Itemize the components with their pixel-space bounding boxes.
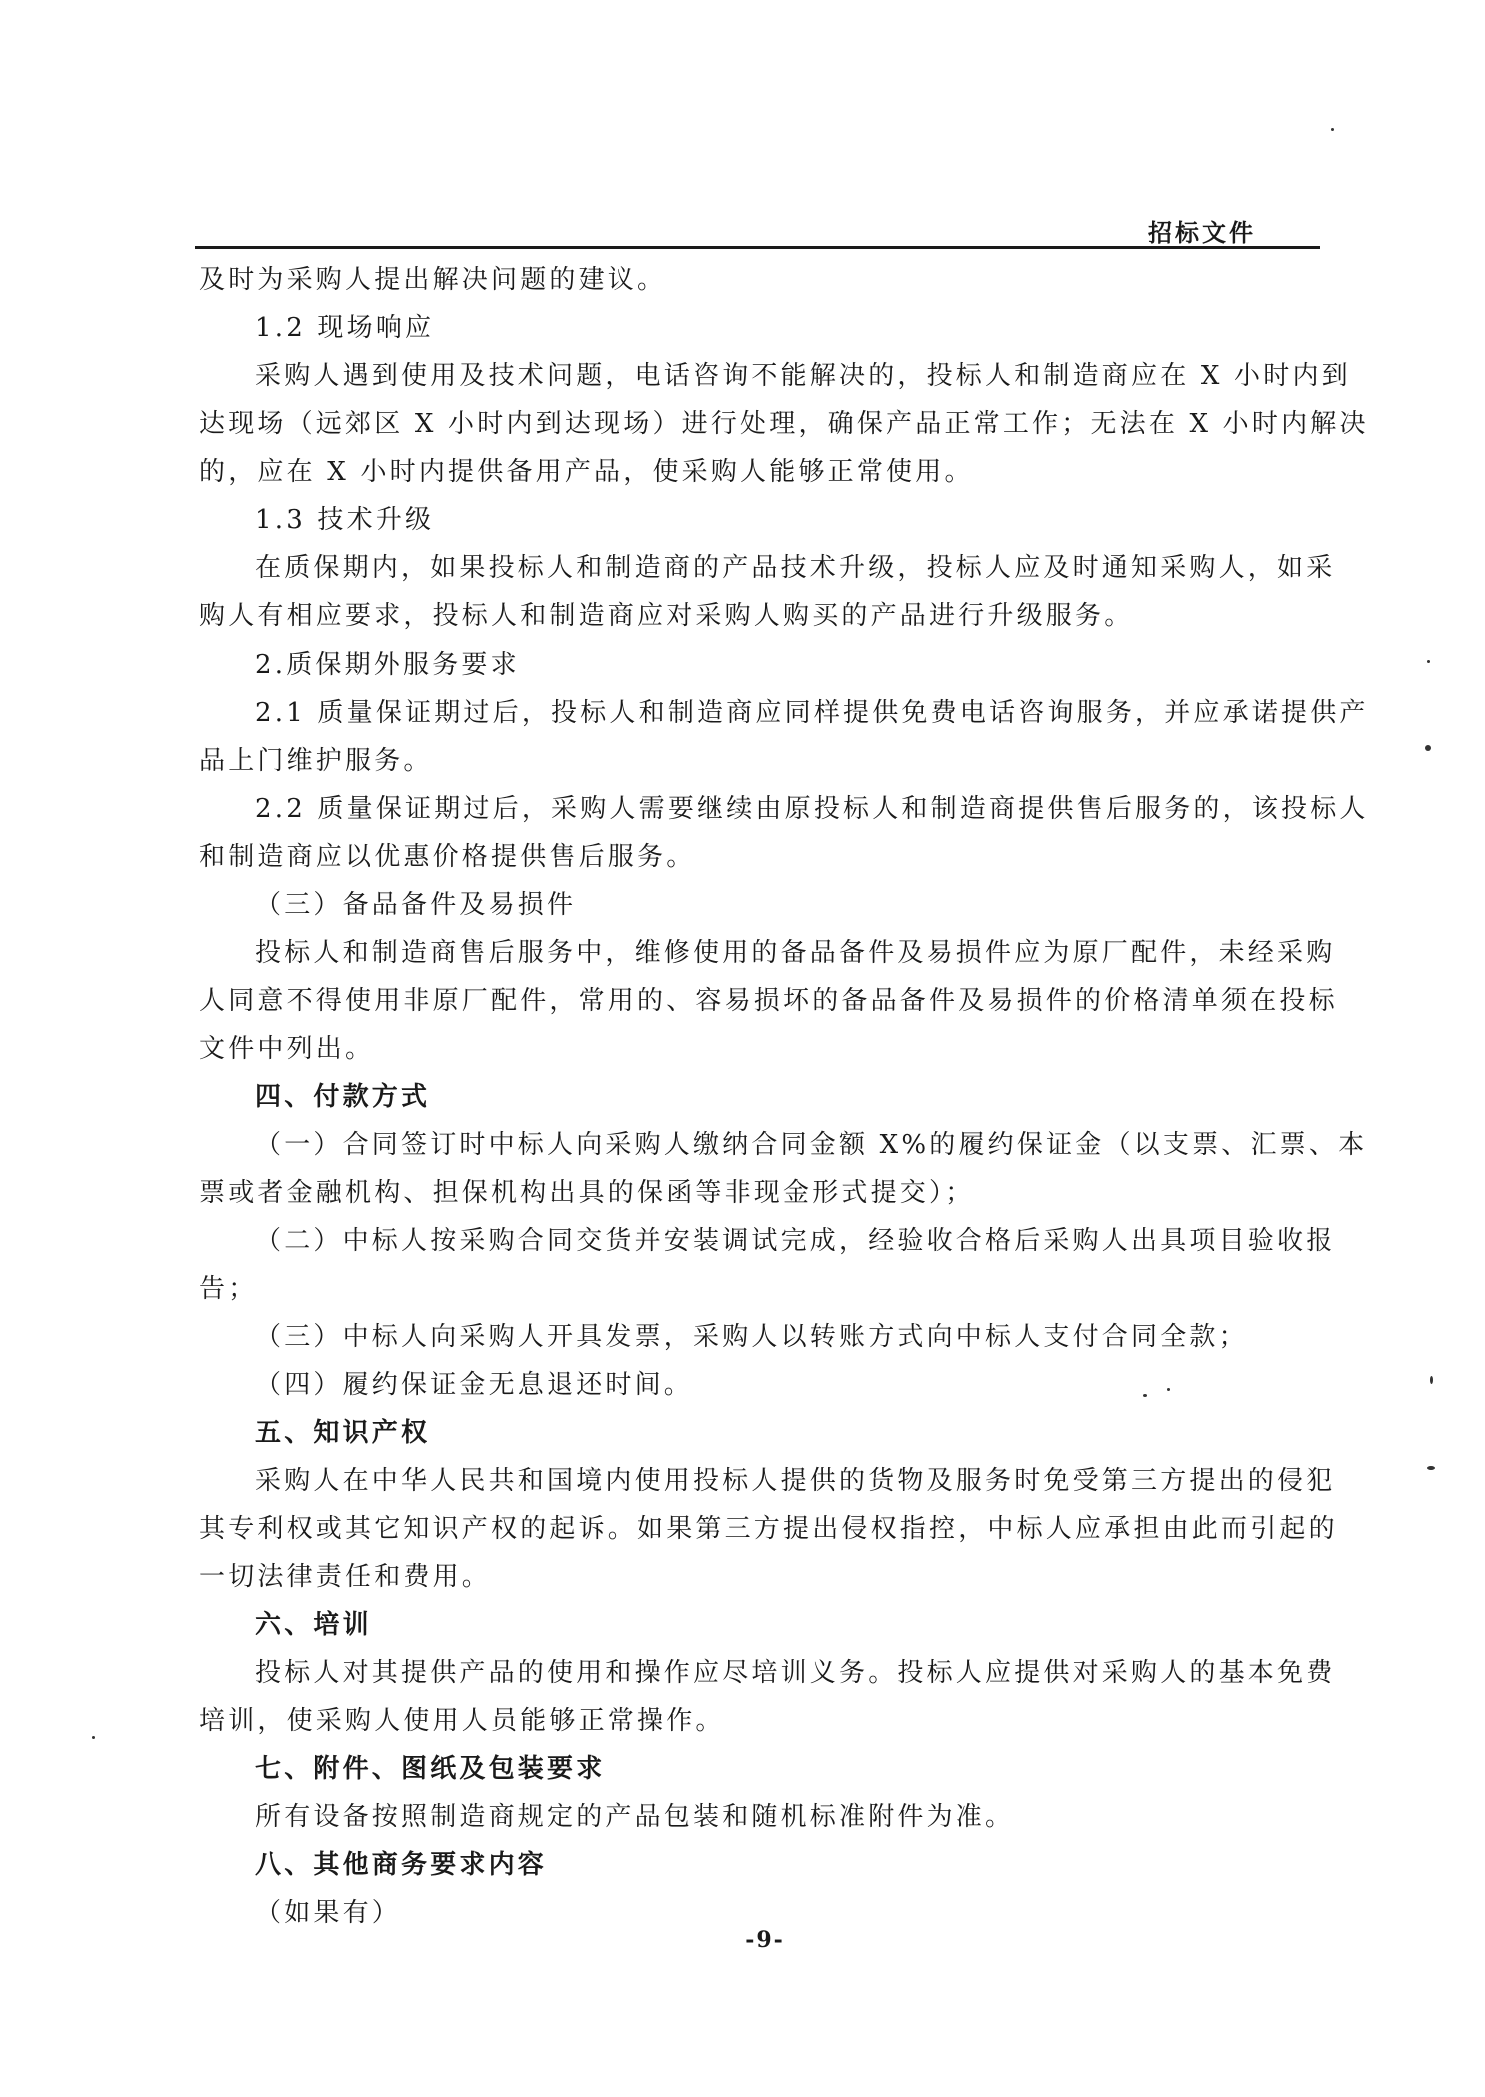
section-heading: 五、知识产权	[255, 1418, 431, 1448]
body-line: 2.2 质量保证期过后，采购人需要继续由原投标人和制造商提供售后服务的，该投标人	[255, 794, 1369, 824]
body-line: 采购人在中华人民共和国境内使用投标人提供的货物及服务时免受第三方提出的侵犯	[255, 1466, 1336, 1496]
body-line: 所有设备按照制造商规定的产品包装和随机标准附件为准。	[255, 1802, 1015, 1832]
body-line: 其专利权或其它知识产权的起诉。如果第三方提出侵权指控，中标人应承担由此而引起的	[199, 1514, 1338, 1544]
body-line: 2.1 质量保证期过后，投标人和制造商应同样提供免费电话咨询服务，并应承诺提供产	[255, 698, 1369, 728]
body-line: （二）中标人按采购合同交货并安装调试完成，经验收合格后采购人出具项目验收报	[255, 1226, 1336, 1256]
body-line: 投标人对其提供产品的使用和操作应尽培训义务。投标人应提供对采购人的基本免费	[255, 1658, 1336, 1688]
scan-speck	[1143, 1394, 1147, 1397]
scan-speck	[1427, 1466, 1435, 1470]
body-line: 采购人遇到使用及技术问题，电话咨询不能解决的，投标人和制造商应在 X 小时内到	[255, 361, 1351, 391]
section-heading: 七、附件、图纸及包装要求	[255, 1754, 606, 1784]
section-heading: 1.2 现场响应	[255, 313, 435, 343]
section-heading: 1.3 技术升级	[255, 505, 435, 535]
body-line: 购人有相应要求，投标人和制造商应对采购人购买的产品进行升级服务。	[199, 601, 1134, 631]
body-line: 的，应在 X 小时内提供备用产品，使采购人能够正常使用。	[199, 457, 974, 487]
section-heading: 2.质保期外服务要求	[255, 650, 520, 680]
body-line: （三）中标人向采购人开具发票，采购人以转账方式向中标人支付合同全款；	[255, 1322, 1248, 1352]
body-line: 在质保期内，如果投标人和制造商的产品技术升级，投标人应及时通知采购人，如采	[255, 553, 1336, 583]
scan-speck	[1430, 1376, 1433, 1384]
body-line: 培训，使采购人使用人员能够正常操作。	[199, 1706, 725, 1736]
body-line: 一切法律责任和费用。	[199, 1562, 492, 1592]
body-line: （四）履约保证金无息退还时间。	[255, 1370, 694, 1400]
section-heading: 四、付款方式	[255, 1082, 431, 1112]
scan-speck	[1425, 745, 1431, 751]
header-title: 招标文件	[1148, 218, 1256, 247]
scan-speck	[1427, 660, 1430, 663]
header-rule	[195, 246, 1320, 249]
body-line: 及时为采购人提出解决问题的建议。	[199, 265, 667, 295]
body-line: 人同意不得使用非原厂配件，常用的、容易损坏的备品备件及易损件的价格清单须在投标	[199, 986, 1338, 1016]
scan-speck	[1331, 128, 1334, 131]
scan-speck	[1167, 1388, 1170, 1391]
section-heading: 六、培训	[255, 1610, 372, 1640]
body-line: 达现场（远郊区 X 小时内到达现场）进行处理，确保产品正常工作；无法在 X 小时内解决	[199, 409, 1369, 439]
page-number: -9-	[745, 1927, 785, 1953]
body-line: （一）合同签订时中标人向采购人缴纳合同金额 X%的履约保证金（以支票、汇票、本	[255, 1130, 1368, 1160]
body-line: 和制造商应以优惠价格提供售后服务。	[199, 842, 696, 872]
section-heading: 八、其他商务要求内容	[255, 1850, 548, 1880]
body-line: 文件中列出。	[199, 1034, 375, 1064]
body-line: 品上门维护服务。	[199, 746, 433, 776]
section-heading: （三）备品备件及易损件	[255, 890, 577, 920]
body-line: 告；	[199, 1274, 258, 1304]
body-line: 票或者金融机构、担保机构出具的保函等非现金形式提交）；	[199, 1178, 975, 1208]
body-line: （如果有）	[255, 1898, 402, 1928]
body-line: 投标人和制造商售后服务中，维修使用的备品备件及易损件应为原厂配件，未经采购	[255, 938, 1336, 968]
scan-speck	[92, 1736, 95, 1739]
